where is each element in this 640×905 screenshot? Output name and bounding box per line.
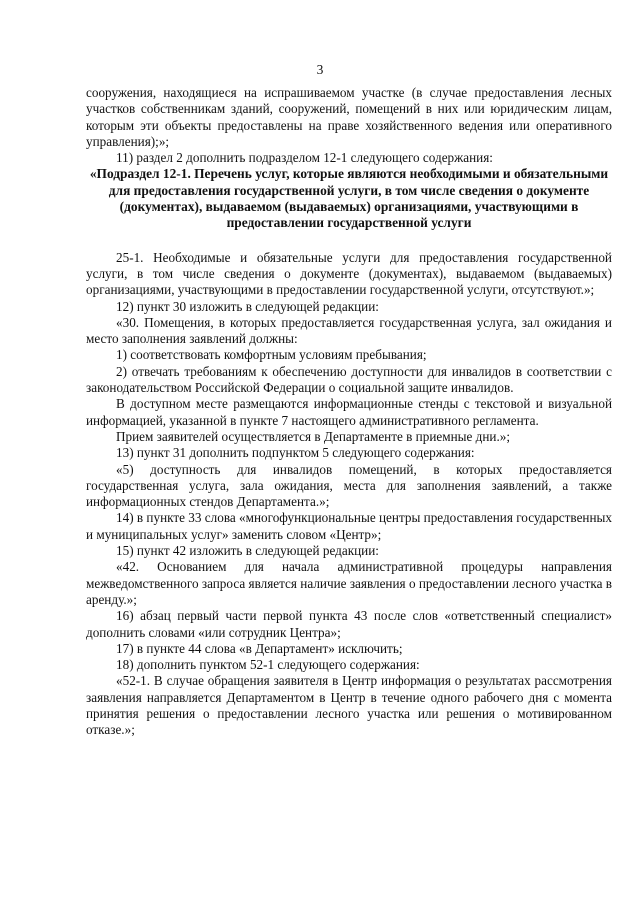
- paragraph-25-1: 25-1. Необходимые и обязательные услуги для предоставления государственной услуги, в том числе сведения о документе (документах), выдаваемом (выдаваемых) организациями, участвующими в предоставлении государственной услуги, отсутствуют.»;: [86, 249, 612, 298]
- paragraph-info-stands: В доступном месте размещаются информационные стенды с текстовой и визуальной информацией, указанной в пункте 7 настоящего административного регламента.: [86, 396, 612, 428]
- paragraph-30: «30. Помещения, в которых предоставляется государственная услуга, зал ожидания и место заполнения заявлений должны:: [86, 314, 612, 347]
- paragraph-continuation: сооружения, находящиеся на испрашиваемом участке (в случае предоставления лесных участков собственникам зданий, сооружений, помещений в них или юридическим лицам, которым эти объекты предоставлены на праве хозяйственного ведения или оперативного управления);»;: [86, 85, 612, 149]
- paragraph-item-15: 15) пункт 42 изложить в следующей редакции:: [116, 543, 379, 559]
- paragraph-item-16: 16) абзац первый части первой пункта 43 после слов «ответственный специалист» дополнить словами «или сотрудник Центра»;: [86, 608, 612, 640]
- paragraph-31-sub5: «5) доступность для инвалидов помещений, в которых предоставляется государственная услуга, зала ожидания, места для заполнения заявлений, а также информационных стендов Департамента.»;: [86, 461, 612, 510]
- paragraph-item-17: 17) в пункте 44 слова «в Департамент» исключить;: [116, 640, 403, 656]
- paragraph-42: «42. Основанием для начала административной процедуры направления межведомственного запроса является наличие заявления о предоставлении лесного участка в аренду.»;: [86, 559, 612, 607]
- document-body: [86, 85, 612, 739]
- paragraph-item-12: 12) пункт 30 изложить в следующей редакции:: [116, 298, 379, 314]
- paragraph-30-sub2: 2) отвечать требованиям к обеспечению доступности для инвалидов в соответствии с законодательством Российской Федерации о социальной защите инвалидов.: [86, 363, 612, 396]
- paragraph-item-13: 13) пункт 31 дополнить подпунктом 5 следующего содержания:: [116, 445, 475, 461]
- page-number: 3: [316, 62, 324, 77]
- heading-spacer: [86, 232, 612, 250]
- paragraph-30-sub1: 1) соответствовать комфортным условиям пребывания;: [116, 347, 427, 363]
- paragraph-reception: Прием заявителей осуществляется в Департаменте в приемные дни.»;: [116, 428, 511, 444]
- paragraph-item-18: 18) дополнить пунктом 52-1 следующего содержания:: [116, 657, 420, 673]
- paragraph-item-11: 11) раздел 2 дополнить подразделом 12-1 следующего содержания:: [116, 150, 493, 166]
- paragraph-52-1: «52-1. В случае обращения заявителя в Центр информация о результатах рассмотрения заявления направляется Департаментом в Центр в течение одного рабочего дня с момента принятия решения о предоставлении лесного участка или решения о мотивированном отказе.»;: [86, 673, 612, 738]
- subsection-heading: «Подраздел 12-1. Перечень услуг, которые являются необходимыми и обязательными для предоставления государственной услуги, в том числе сведения о документе (документах), выдаваемом (выдаваемых) организациями, участвующими в предоставлении государственной услуги: [89, 166, 609, 231]
- paragraph-item-14: 14) в пункте 33 слова «многофункциональные центры предоставления государственных и муниципальных услуг» заменить словом «Центр»;: [86, 510, 612, 542]
